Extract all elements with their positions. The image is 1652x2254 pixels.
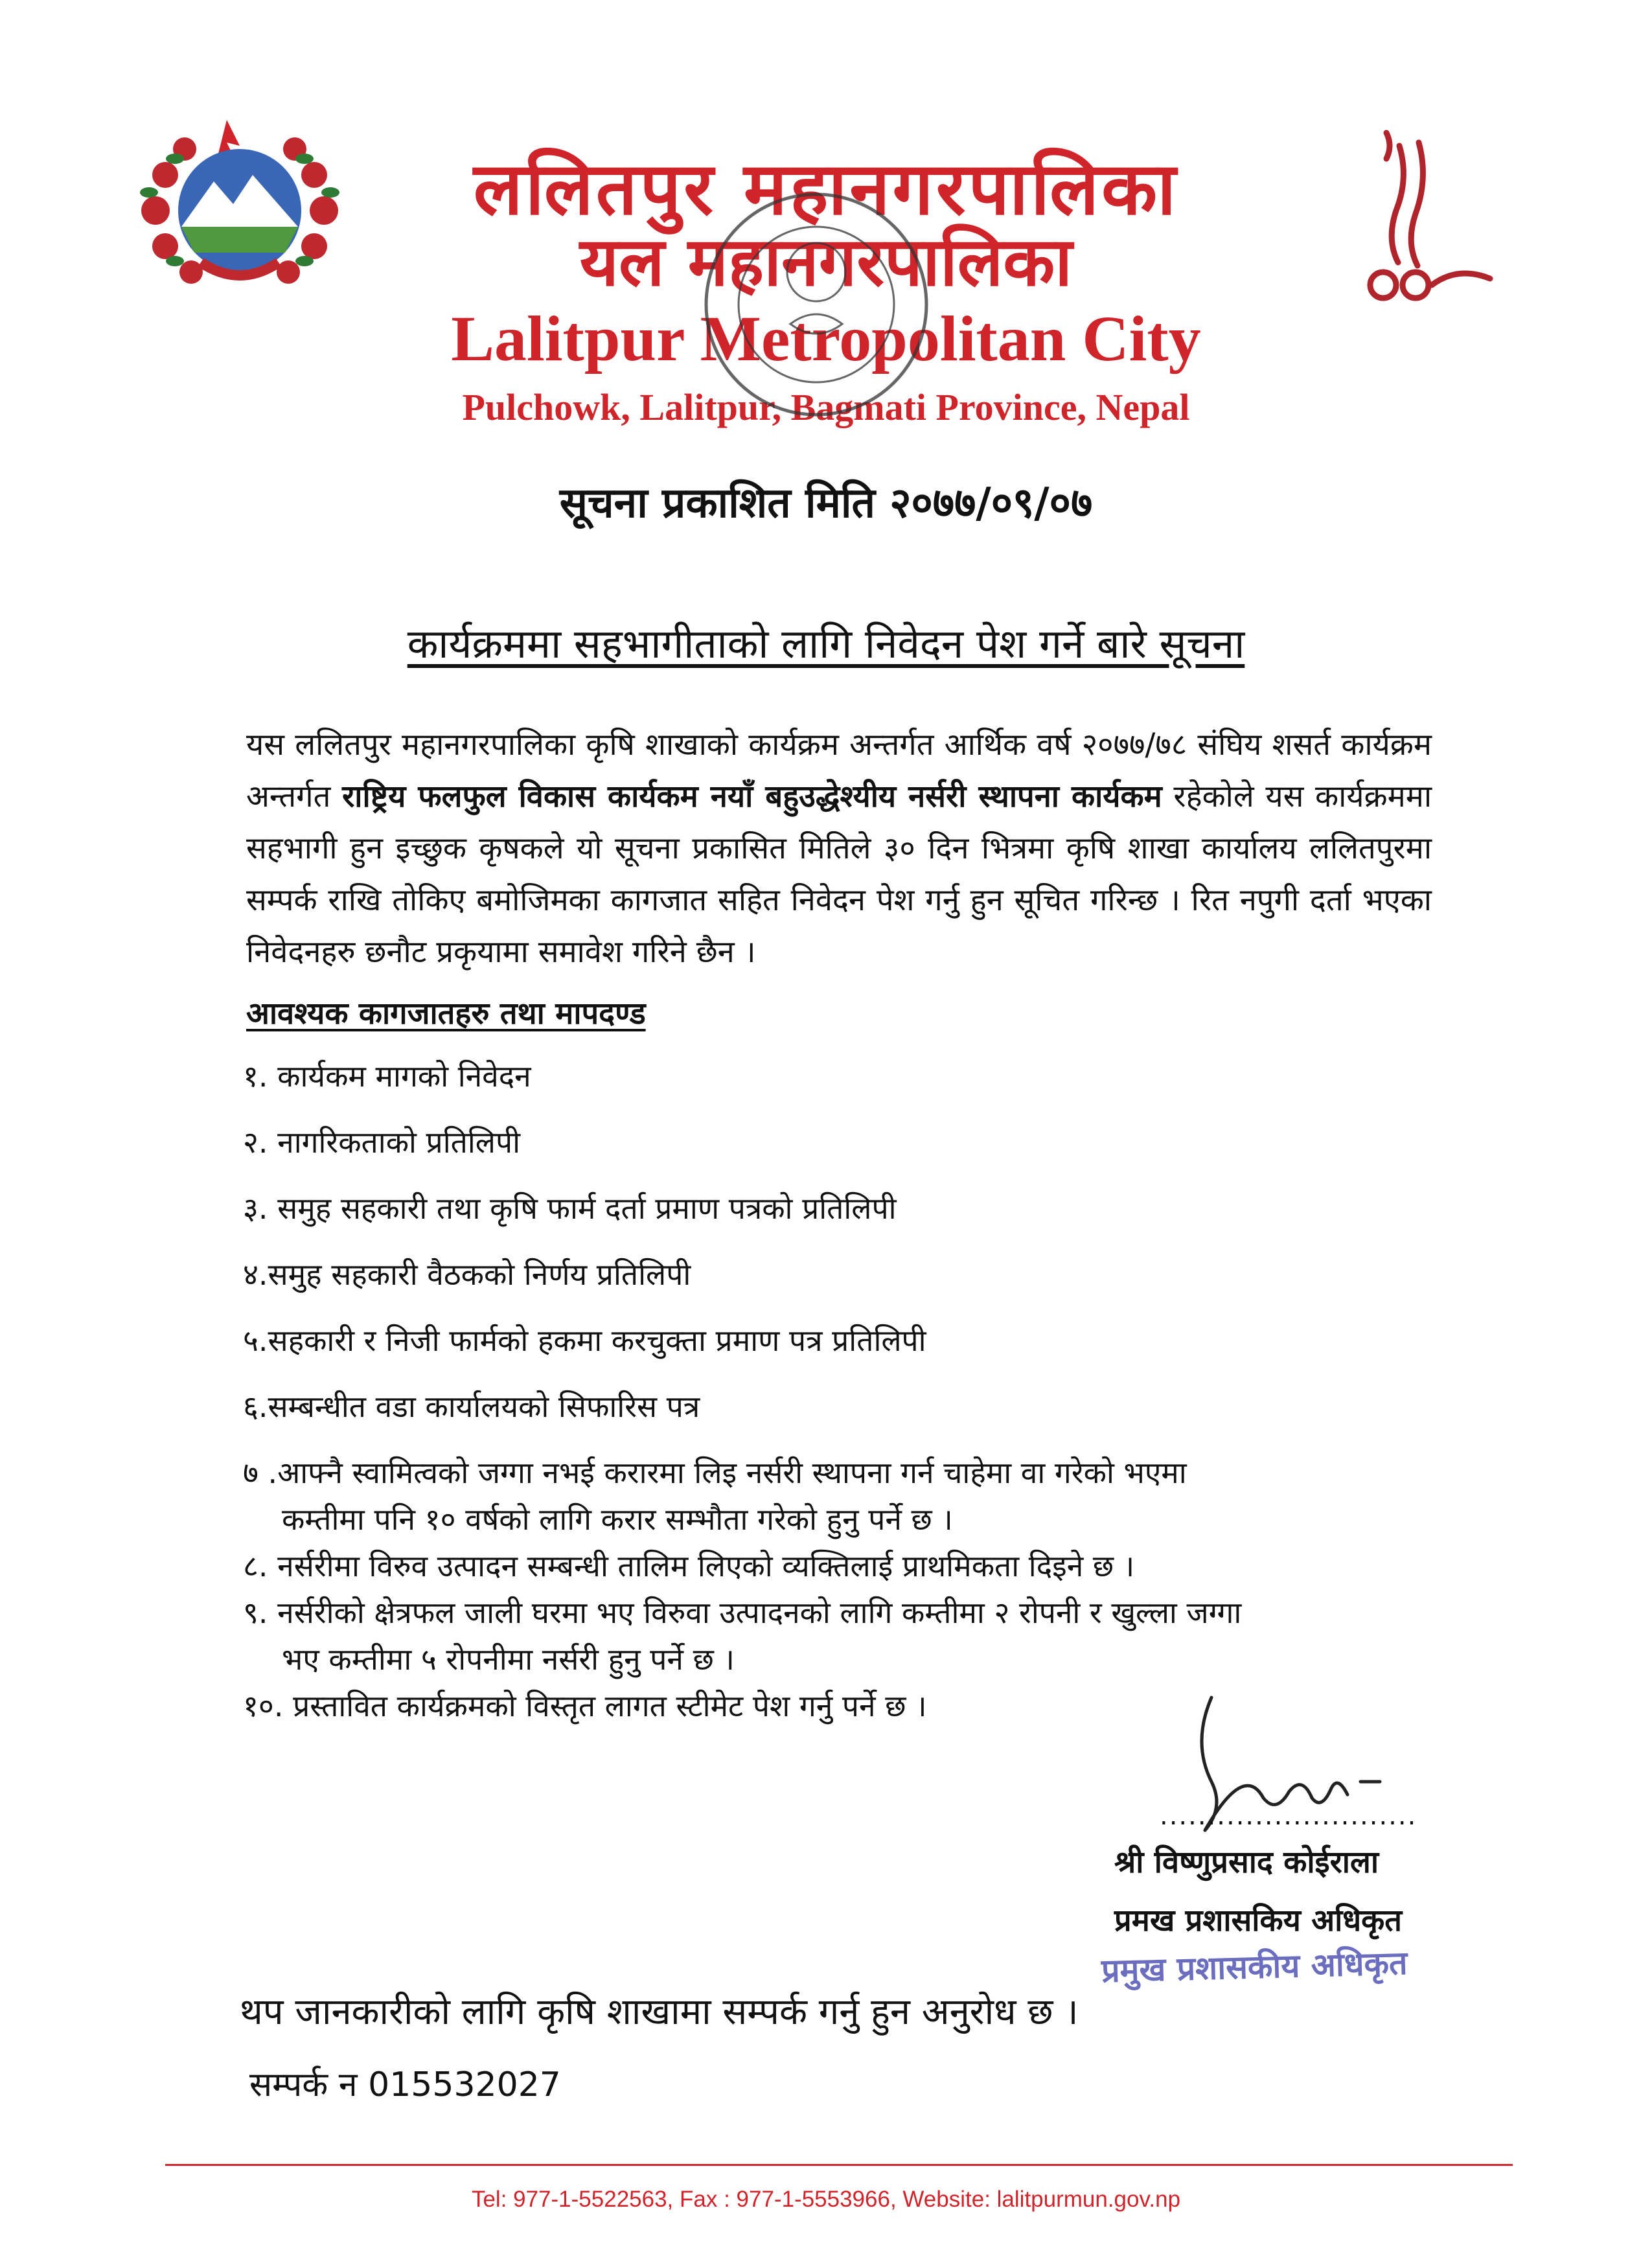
letterhead-title-en: Lalitpur Metropolitan City	[451, 303, 1201, 374]
signatory-name: श्री विष्णुप्रसाद कोईराला	[1114, 1845, 1379, 1880]
list-item: ३. समुह सहकारी तथा कृषि फार्म दर्ता प्रमाण पत्रको प्रतिलिपी	[243, 1191, 897, 1226]
list-item: १. कार्यकम मागको निवेदन	[243, 1059, 531, 1094]
list-item: २. नागरिकताको प्रतिलिपी	[243, 1125, 521, 1160]
list-item: ८. नर्सरीमा विरुव उत्पादन सम्बन्धी तालिम लिएको व्यक्तिलाई प्राथमिकता दिइने छ ।	[243, 1548, 1135, 1583]
signatory-stamp: प्रमुख प्रशासकीय अधिकृत	[1101, 1944, 1408, 1990]
more-info-text: थप जानकारीको लागि कृषि शाखामा सम्पर्क गर्नु हुन अनुरोध छ ।	[240, 1991, 1079, 2033]
office-seal-icon	[700, 188, 933, 421]
footer-contact-info: Tel: 977-1-5522563, Fax : 977-1-5553966, Website: lalitpurmun.gov.np	[471, 2187, 1181, 2212]
signature-line: ...........................	[1160, 1801, 1417, 1831]
list-item-continuation: भए कम्तीमा ५ रोपनीमा नर्सरी हुनु पर्ने छ ।	[282, 1642, 735, 1677]
list-item: ६.सम्बन्धीत वडा कार्यालयको सिफारिस पत्र	[243, 1389, 700, 1424]
letterhead-title-newari: यल महानगरपालिका	[579, 222, 1073, 301]
signatory-title: प्रमख प्रशासकिय अधिकृत	[1114, 1903, 1403, 1938]
list-item	[243, 1449, 1513, 1543]
list-item: ४.समुह सहकारी वैठकको निर्णय प्रतिलिपी	[243, 1257, 691, 1292]
requirements-list	[243, 1053, 1513, 1729]
notice-body	[246, 719, 1432, 978]
contact-number: सम्पर्क न 015532027	[249, 2065, 561, 2104]
letterhead-title-np: ललितपुर महानगरपालिका	[473, 146, 1179, 231]
notice-subject: कार्यक्रममा सहभागीताको लागि निवेदन पेश गर्ने बारे सूचना	[407, 620, 1245, 667]
notice-body-rest: रहेकोले यस कार्यक्रममा सहभागी हुन इच्छुक कृषकले यो सूचना प्रकासित मितिले ३० दिन भित्रमा कृषि शाखा कार्यालय ललितपुरमा सम्पर्क राखि तोकिए बमोजिमका कागजात सहित निवेदन पेश गर्नु हुन सूचित गरिन्छ । रित नपुगी दर्ता भएका निवेदनहरु छनौट प्रकृयामा समावेश गरिने छैन ।	[246, 779, 1432, 970]
notice-body-program: राष्ट्रिय फलफुल विकास कार्यकम नयाँ बहुउद्धेश्यीय नर्सरी स्थापना कार्यकम	[342, 779, 1162, 814]
notice-body-intro: यस ललितपुर महानगरपालिका कृषि शाखाको कार्यक्रम अन्तर्गत आर्थिक वर्ष २०७७/७८ संघिय शसर्त कार्यक्रम अन्तर्गत	[246, 727, 1432, 814]
requirements-heading: आवश्यक कागजातहरु तथा मापदण्ड	[246, 996, 646, 1031]
list-item: १०. प्रस्तावित कार्यक्रमको विस्तृत लागत स्टीमेट पेश गर्नु पर्ने छ ।	[243, 1688, 927, 1723]
list-item-continuation: कम्तीमा पनि १० वर्षको लागि करार सम्भौता गरेको हुनु पर्ने छ ।	[282, 1502, 953, 1537]
published-date: सूचना प्रकाशित मिति २०७७/०९/०७	[559, 479, 1093, 527]
list-item: ५.सहकारी र निजी फार्मको हकमा करचुक्ता प्रमाण पत्र प्रतिलिपी	[243, 1323, 926, 1358]
footer-divider	[165, 2164, 1513, 2166]
list-item-line: ७ .आफ्नै स्वामित्वको जग्गा नभई करारमा लिइ नर्सरी स्थापना गर्न चाहेमा वा गरेको भएमा	[243, 1455, 1187, 1490]
list-item-line: ९. नर्सरीको क्षेत्रफल जाली घरमा भए विरुवा उत्पादनको लागि कम्तीमा २ रोपनी र खुल्ला जग्गा	[243, 1595, 1242, 1630]
letterhead-address: Pulchowk, Lalitpur, Bagmati Province, Nepal	[462, 386, 1190, 428]
list-item	[243, 1589, 1513, 1683]
